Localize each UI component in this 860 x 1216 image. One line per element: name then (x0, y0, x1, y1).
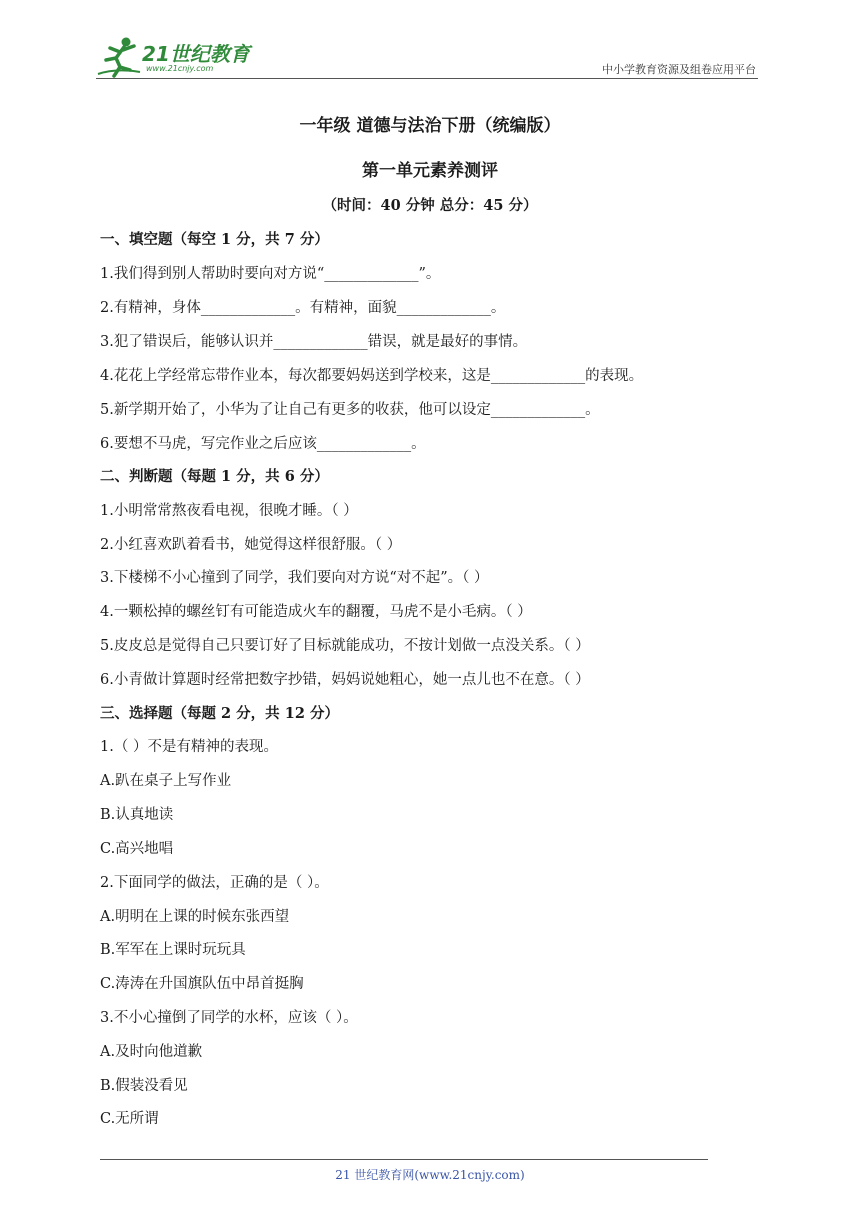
judge-question: 3.下楼梯不小心撞到了同学，我们要向对方说“对不起”。（ ） (100, 570, 489, 586)
fill-question: 2.有精神，身体_____________。有精神，面貌_____________。 (100, 300, 506, 316)
choice-option: B.军军在上课时玩玩具 (100, 942, 246, 958)
choice-question: 3.不小心撞倒了同学的水杯，应该（ ）。 (100, 1010, 358, 1026)
exam-meta: （时间：40 分钟 总分：45 分） (322, 197, 538, 214)
footer-link[interactable]: 21 世纪教育网(www.21cnjy.com) (335, 1168, 525, 1182)
judge-question: 4.一颗松掉的螺丝钉有可能造成火车的翻覆，马虎不是小毛病。（ ） (100, 604, 532, 620)
choice-option: A.明明在上课的时候东张西望 (100, 909, 290, 925)
platform-name: 中小学教育资源及组卷应用平台 (602, 63, 756, 76)
header-divider (96, 78, 758, 79)
fill-question: 3.犯了错误后，能够认识并_____________错误，就是最好的事情。 (100, 334, 528, 350)
section-heading-judge: 二、判断题（每题 1 分，共 6 分） (100, 468, 329, 485)
fill-question: 1.我们得到别人帮助时要向对方说“_____________”。 (100, 266, 441, 282)
judge-question: 6.小青做计算题时经常把数字抄错，妈妈说她粗心，她一点儿也不在意。（ ） (100, 672, 590, 688)
section-heading-choice: 三、选择题（每题 2 分，共 12 分） (100, 705, 339, 722)
fill-question: 5.新学期开始了，小华为了让自己有更多的收获，他可以设定_____________。 (100, 402, 600, 418)
choice-option: B.假装没看见 (100, 1078, 188, 1094)
fill-question: 6.要想不马虎，写完作业之后应该_____________。 (100, 436, 426, 452)
choice-option: C.涛涛在升国旗队伍中昂首挺胸 (100, 976, 304, 992)
judge-question: 1.小明常常熬夜看电视，很晚才睡。（ ） (100, 503, 358, 519)
footer-divider (100, 1159, 708, 1160)
choice-question: 1.（ ）不是有精神的表现。 (100, 739, 278, 755)
page-header (0, 0, 860, 90)
choice-option: C.高兴地唱 (100, 841, 174, 857)
choice-option: C.无所谓 (100, 1111, 159, 1127)
choice-option: A.趴在桌子上写作业 (100, 773, 232, 789)
document-subtitle: 第一单元素养测评 (362, 161, 498, 181)
judge-question: 5.皮皮总是觉得自己只要订好了目标就能成功，不按计划做一点没关系。（ ） (100, 638, 590, 654)
fill-question: 4.花花上学经常忘带作业本，每次都要妈妈送到学校来，这是_____________的表现。 (100, 368, 644, 384)
document-title: 一年级 道德与法治下册（统编版） (299, 116, 561, 136)
choice-question: 2.下面同学的做法，正确的是（ ）。 (100, 875, 329, 891)
logo-url: www.21cnjy.com (146, 64, 214, 73)
runner-logo-icon (96, 34, 146, 78)
site-logo[interactable] (96, 34, 266, 78)
judge-question: 2.小红喜欢趴着看书，她觉得这样很舒服。（ ） (100, 537, 402, 553)
choice-option: A.及时向他道歉 (100, 1044, 203, 1060)
logo-text: 21世纪教育 (142, 42, 250, 66)
section-heading-fill: 一、填空题（每空 1 分，共 7 分） (100, 231, 329, 248)
choice-option: B.认真地读 (100, 807, 174, 823)
